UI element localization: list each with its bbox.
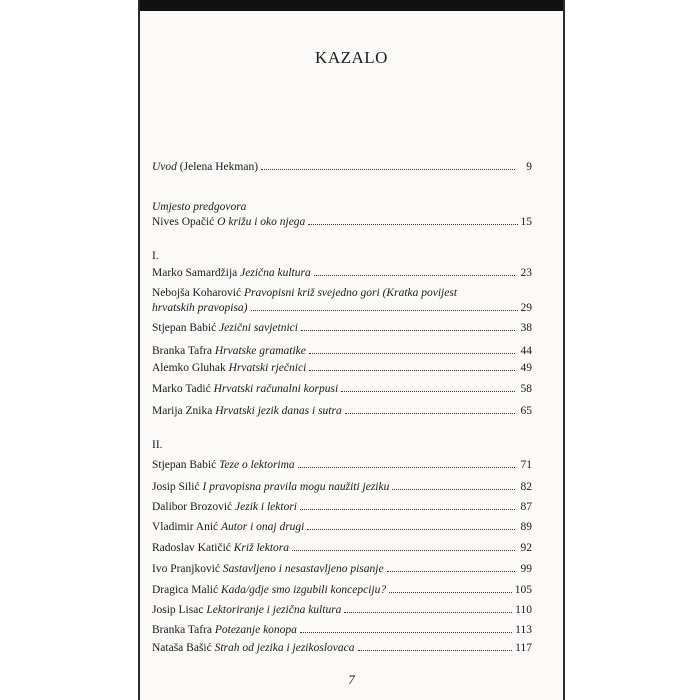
toc-author: Stjepan Babić (152, 322, 220, 334)
toc-title: Uvod (152, 161, 177, 173)
book-page (138, 0, 565, 700)
toc-title: Kada/gdje smo izgubili koncepciju? (220, 584, 387, 596)
dot-leader (261, 160, 515, 170)
toc-author: Marija Znika (152, 405, 216, 417)
toc-author: Josip Lisac (152, 604, 207, 616)
toc-note: Umjesto predgovora (152, 201, 247, 213)
toc-entry-uvod (152, 160, 532, 174)
toc-entry (152, 458, 532, 472)
toc-title-continued: hrvatskih pravopisa) (152, 302, 248, 314)
toc-page-number: 38 (520, 322, 532, 334)
section-label-1: I. (152, 250, 159, 262)
toc-page-number: 105 (514, 584, 532, 596)
dot-leader (387, 562, 515, 572)
toc-page-number: 117 (515, 642, 532, 654)
toc-title: Sastavljeno i nesastavljeno pisanje (222, 563, 384, 575)
page-top-shadow (140, 0, 563, 11)
page-title: KAZALO (315, 48, 388, 67)
toc-entry (152, 382, 532, 396)
dot-leader (292, 541, 515, 551)
toc-title: Hrvatski rječnici (228, 362, 307, 374)
toc-author: Branka Tafra (152, 345, 215, 357)
dot-leader (298, 458, 515, 468)
dot-leader (345, 404, 515, 414)
dot-leader (301, 321, 515, 331)
toc-title: I pravopisna pravila mogu naužiti jeziku (202, 481, 390, 493)
toc-entry (152, 641, 532, 655)
toc-page-number: 82 (520, 481, 532, 493)
toc-author: Marko Tadić (152, 383, 214, 395)
toc-title: Hrvatske gramatike (214, 345, 306, 357)
toc-entry (152, 603, 532, 617)
toc-page-number: 89 (520, 521, 532, 533)
toc-title: Lektoriranje i jezična kultura (206, 604, 342, 616)
toc-entry (152, 286, 532, 316)
toc-title: Autor i onaj drugi (221, 521, 305, 533)
dot-leader (300, 623, 512, 633)
toc-title: O križu i oko njega (217, 216, 306, 228)
toc-title: Križ lektora (233, 542, 290, 554)
toc-author: Radoslav Katičić (152, 542, 234, 554)
dot-leader (341, 382, 515, 392)
toc-author: Josip Silić (152, 481, 203, 493)
toc-author: Nataša Bašić (152, 642, 215, 654)
toc-page-number: 99 (520, 563, 532, 575)
toc-title: Jezična kultura (240, 267, 311, 279)
page-number-footer: 7 (348, 672, 355, 687)
toc-author: Dragica Malić (152, 584, 221, 596)
toc-entry (152, 480, 532, 494)
toc-author: Nebojša Koharović (152, 287, 244, 299)
toc-page-number: 65 (520, 405, 532, 417)
toc-author: Ivo Pranjković (152, 563, 223, 575)
dot-leader (309, 344, 515, 354)
toc-page-number: 15 (520, 216, 532, 228)
toc-page-number: 23 (520, 267, 532, 279)
toc-page-number: 110 (515, 604, 532, 616)
dot-leader (392, 480, 515, 490)
dot-leader (308, 215, 517, 225)
toc-page-number: 9 (526, 161, 532, 173)
section-label-2: II. (152, 439, 163, 451)
toc-title: Potezanje konopa (214, 624, 297, 636)
dot-leader (389, 583, 512, 593)
toc-author: Nives Opačić (152, 216, 218, 228)
toc-author: Stjepan Babić (152, 459, 220, 471)
toc-title: Hrvatski jezik danas i sutra (215, 405, 342, 417)
toc-author: (Jelena Hekman) (176, 161, 259, 173)
toc-page-number: 113 (515, 624, 532, 636)
dot-leader (358, 641, 513, 651)
toc-page-number: 92 (520, 542, 532, 554)
toc-title: Jezik i lektori (235, 501, 297, 513)
toc-entry (152, 266, 532, 280)
toc-title: Pravopisni križ svejedno gori (Kratka povijest (243, 287, 458, 299)
toc-page-number: 71 (520, 459, 532, 471)
toc-page-number: 44 (520, 345, 532, 357)
dot-leader (307, 520, 515, 530)
toc-title: Teze o lektorima (219, 459, 295, 471)
toc-entry (152, 344, 532, 358)
toc-title: Jezični savjetnici (219, 322, 298, 334)
toc-entry (152, 623, 532, 637)
toc-entry (152, 500, 532, 514)
toc-page-number: 29 (520, 302, 532, 314)
toc-page-number: 49 (520, 362, 532, 374)
toc-author: Marko Samardžija (152, 267, 241, 279)
toc-page-number: 58 (520, 383, 532, 395)
toc-entry (152, 583, 532, 597)
toc-entry (152, 321, 532, 335)
toc-entry (152, 404, 532, 418)
toc-entry-predgovor (152, 200, 532, 230)
dot-leader (344, 603, 512, 613)
toc-author: Vladimir Anić (152, 521, 221, 533)
toc-entry (152, 541, 532, 555)
toc-title: Hrvatski računalni korpusi (213, 383, 339, 395)
toc-entry (152, 520, 532, 534)
toc-author: Dalibor Brozović (152, 501, 236, 513)
dot-leader (314, 266, 515, 276)
dot-leader (251, 301, 518, 311)
dot-leader (300, 500, 515, 510)
toc-author: Branka Tafra (152, 624, 215, 636)
toc-page-number: 87 (520, 501, 532, 513)
dot-leader (309, 361, 515, 371)
toc-entry (152, 361, 532, 375)
toc-author: Alemko Gluhak (152, 362, 229, 374)
toc-title: Strah od jezika i jezikoslovaca (214, 642, 355, 654)
toc-entry (152, 562, 532, 576)
